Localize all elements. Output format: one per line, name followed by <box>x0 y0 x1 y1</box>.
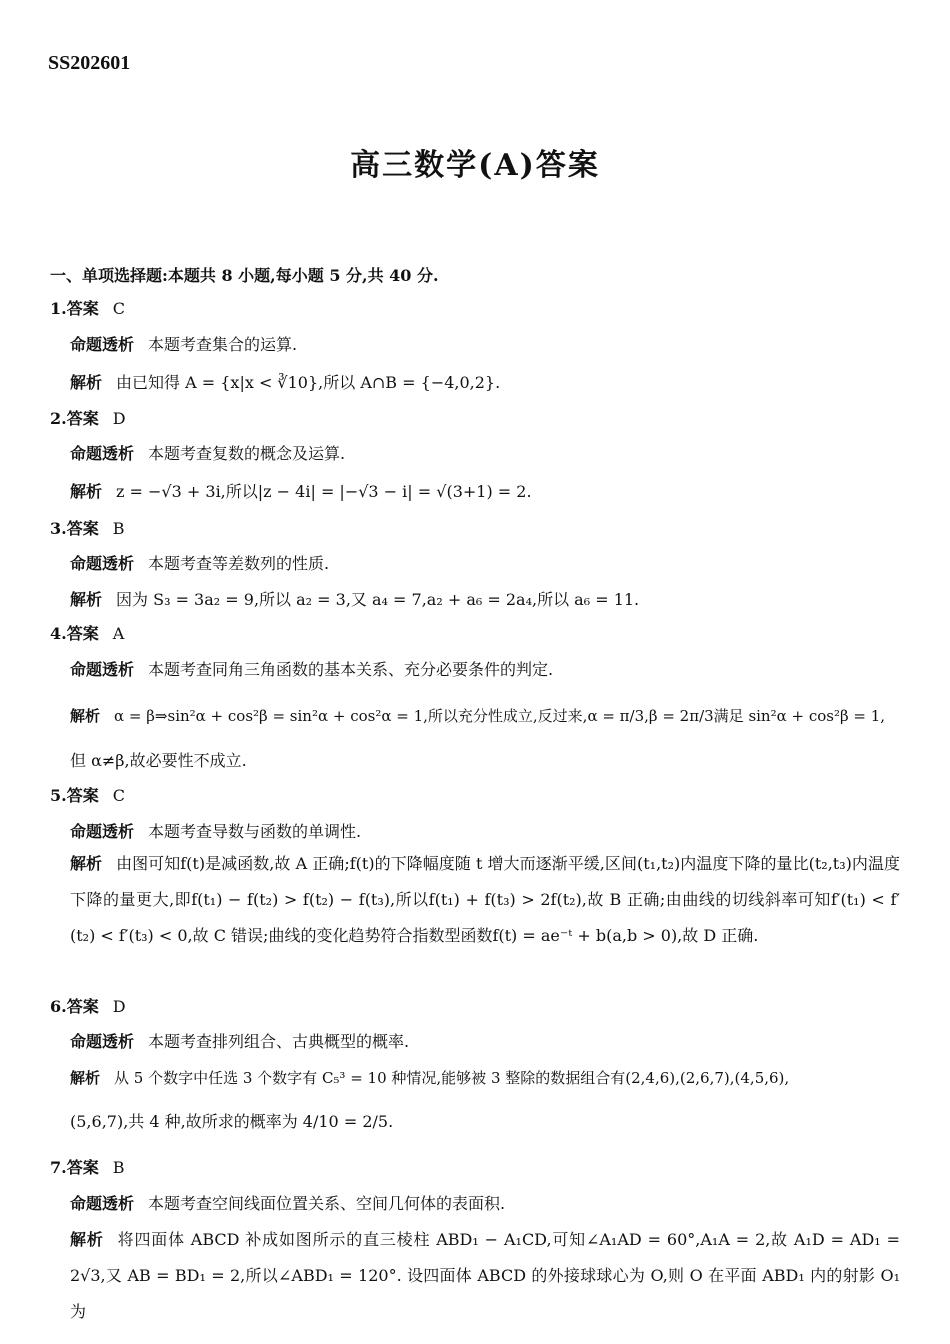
question-3-analysis <box>70 589 639 611</box>
question-6-analysis <box>70 1067 789 1089</box>
analysis-label: 解析 <box>70 482 103 501</box>
answer-value: A <box>112 624 125 643</box>
analysis-label: 解析 <box>70 1230 104 1249</box>
analysis-text: 由图可知f(t)是减函数,故 A 正确;f(t)的下降幅度随 t 增大而逐渐平缓,区间(t₁,t₂)内温度下降的量比(t₂,t₃)内温度下降的量更大,即f(t₁) − f(t₂) > f(t₂) − f(t₃),所以f(t₁) + f(t₃) > 2f(t₂),故 B 正确;由曲线的切线斜率可知f′(t₁) < f′(t₂) < f′(t₃) < 0,故 C 错误;曲线的变化趋势符合指数型函数f(t) = ae⁻ᵗ + b(a,b > 0),故 D 正确. <box>70 854 900 945</box>
question-4-intent <box>70 659 553 681</box>
question-1-answer-row <box>50 298 125 320</box>
question-4-analysis <box>70 705 885 727</box>
analysis-text: α = β⇒sin²α + cos²β = sin²α + cos²α = 1,所以充分性成立,反过来,α = π/3,β = 2π/3满足 sin²α + cos²β = 1, <box>114 707 886 725</box>
question-4-answer-row <box>50 623 124 645</box>
question-3-answer-row <box>50 518 124 540</box>
answer-label: 答案 <box>66 299 99 318</box>
question-number: 5. <box>50 786 67 805</box>
answer-label: 答案 <box>66 409 99 428</box>
question-2-answer-row <box>50 408 126 430</box>
intent-label: 命题透析 <box>70 660 135 679</box>
question-number: 7. <box>50 1158 67 1177</box>
intent-text: 本题考查集合的运算. <box>148 335 298 354</box>
answer-label: 答案 <box>66 624 99 643</box>
answer-value: B <box>112 1158 125 1177</box>
question-number: 1. <box>50 299 67 318</box>
question-1-analysis <box>70 372 500 394</box>
intent-text: 本题考查复数的概念及运算. <box>148 444 346 463</box>
intent-label: 命题透析 <box>70 335 135 354</box>
intent-label: 命题透析 <box>70 1032 135 1051</box>
answer-label: 答案 <box>66 519 99 538</box>
analysis-text: 由已知得 A = {x|x < ∛10},所以 A∩B = {−4,0,2}. <box>116 373 501 392</box>
question-number: 6. <box>50 997 67 1016</box>
analysis-label: 解析 <box>70 707 101 725</box>
intent-label: 命题透析 <box>70 444 135 463</box>
intent-text: 本题考查同角三角函数的基本关系、充分必要条件的判定. <box>148 660 554 679</box>
answer-value: C <box>112 299 125 318</box>
question-4-analysis-continued: 但 α≠β,故必要性不成立. <box>70 751 247 770</box>
intent-text: 本题考查导数与函数的单调性. <box>148 822 362 841</box>
question-2-analysis <box>70 481 532 503</box>
answer-label: 答案 <box>66 997 99 1016</box>
answer-value: D <box>112 409 126 428</box>
intent-text: 本题考查空间线面位置关系、空间几何体的表面积. <box>148 1194 506 1213</box>
question-6-answer-row <box>50 996 126 1018</box>
question-6-analysis-continued: (5,6,7),共 4 种,故所求的概率为 4/10 = 2/5. <box>70 1112 394 1131</box>
analysis-text: z = −√3 + 3i,所以|z − 4i| = |−√3 − i| = √(3+1) = 2. <box>116 482 532 501</box>
question-1-intent <box>70 334 297 356</box>
answer-label: 答案 <box>66 786 99 805</box>
question-number: 2. <box>50 409 67 428</box>
page-title: 高三数学(A)答案 <box>350 148 600 183</box>
question-7-answer-row <box>50 1157 124 1179</box>
intent-text: 本题考查等差数列的性质. <box>148 554 330 573</box>
question-7-analysis <box>70 1222 900 1330</box>
question-3-intent <box>70 553 329 575</box>
analysis-text: 将四面体 ABCD 补成如图所示的直三棱柱 ABD₁ − A₁CD,可知∠A₁AD = 60°,A₁A = 2,故 A₁D = AD₁ = 2√3,又 AB = BD₁ = 2,所以∠ABD₁ = 120°. 设四面体 ABCD 的外接球球心为 O,则 O 在平面 ABD₁ 内的射影 O₁ 为 <box>70 1230 900 1321</box>
answer-value: B <box>112 519 125 538</box>
section-heading: 一、单项选择题:本题共 8 小题,每小题 5 分,共 40 分. <box>50 266 439 285</box>
question-7-intent <box>70 1193 505 1215</box>
analysis-label: 解析 <box>70 1069 101 1087</box>
question-6-intent <box>70 1031 409 1053</box>
intent-label: 命题透析 <box>70 822 135 841</box>
intent-label: 命题透析 <box>70 554 135 573</box>
question-number: 3. <box>50 519 67 538</box>
question-5-intent <box>70 821 361 843</box>
analysis-text: 从 5 个数字中任选 3 个数字有 C₅³ = 10 种情况,能够被 3 整除的数据组合有(2,4,6),(2,6,7),(4,5,6), <box>114 1069 790 1087</box>
question-2-intent <box>70 443 345 465</box>
answer-label: 答案 <box>66 1158 99 1177</box>
question-number: 4. <box>50 624 67 643</box>
answer-value: D <box>112 997 126 1016</box>
analysis-label: 解析 <box>70 854 103 873</box>
analysis-text: 因为 S₃ = 3a₂ = 9,所以 a₂ = 3,又 a₄ = 7,a₂ + a₆ = 2a₄,所以 a₆ = 11. <box>116 590 640 609</box>
question-5-analysis <box>70 846 900 954</box>
analysis-label: 解析 <box>70 373 103 392</box>
document-code: SS202601 <box>48 52 131 74</box>
answer-value: C <box>112 786 125 805</box>
intent-label: 命题透析 <box>70 1194 135 1213</box>
question-5-answer-row <box>50 785 125 807</box>
intent-text: 本题考查排列组合、古典概型的概率. <box>148 1032 410 1051</box>
analysis-label: 解析 <box>70 590 103 609</box>
